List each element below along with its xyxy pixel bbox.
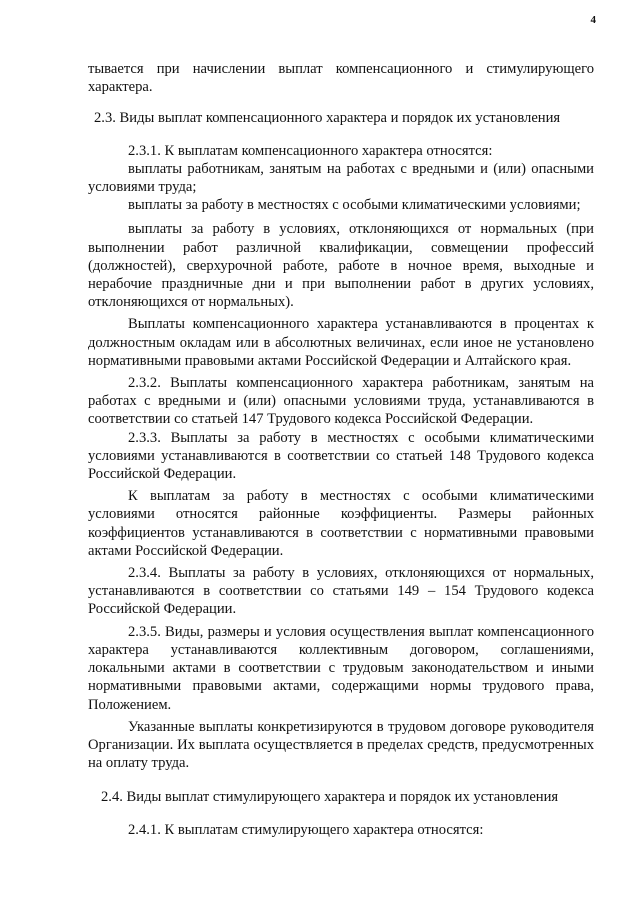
continuation-paragraph: тывается при начислении выплат компенсационного и стимулирующего характера. bbox=[88, 61, 594, 96]
paragraph-2-4-1: 2.4.1. К выплатам стимулирующего характера относятся: bbox=[128, 821, 484, 838]
paragraph-employment-contract: Указанные выплаты конкретизируются в трудовом договоре руководителя Организации. Их выплата осуществляется в пределах средств, предусмотренных на оплату труда. bbox=[88, 718, 594, 772]
paragraph-2-3-2: 2.3.2. Выплаты компенсационного характера работникам, занятым на работах с вредными и (или) опасными условиями труда, устанавливаются в соответствии со статьей 147 Трудового кодекса Российской Федерации. bbox=[88, 375, 594, 428]
list-item-hazardous: выплаты работникам, занятым на работах с вредными и (или) опасными условиями труда; bbox=[88, 160, 594, 196]
list-item-climatic: выплаты за работу в местностях с особыми климатическими условиями; bbox=[128, 197, 581, 214]
paragraph-2-3-3: 2.3.3. Выплаты за работу в местностях с особыми климатическими условиями устанавливаются в соответствии со статьей 148 Трудового кодекса Российской Федерации. bbox=[88, 429, 594, 483]
document-body bbox=[88, 60, 594, 839]
paragraph-2-3-5: 2.3.5. Виды, размеры и условия осуществления выплат компенсационного характера устанавливаются коллективным договором, соглашениями, локальными актами в соответствии с трудовым законодательством и иными нормативными правовыми актами, содержащими нормы трудового права, Положением. bbox=[88, 623, 594, 713]
paragraph-2-3-4: 2.3.4. Выплаты за работу в условиях, отклоняющихся от нормальных, устанавливаются в соответствии со статьями 149 – 154 Трудового кодекса Российской Федерации. bbox=[88, 565, 594, 618]
paragraph-2-3-1: 2.3.1. К выплатам компенсационного характера относятся: bbox=[128, 142, 493, 159]
list-item-abnormal-conditions: выплаты за работу в условиях, отклоняющихся от нормальных (при выполнении работ различной квалификации, совмещении профессий (должностей), сверхурочной работе, работе в ночное время, выходные и нерабочие праздничные дни и при выполнении работ в других условиях, отклоняющихся от нормальных). bbox=[88, 221, 594, 311]
section-2-4-heading: 2.4. Виды выплат стимулирующего характера и порядок их установления bbox=[101, 789, 559, 806]
section-2-3-heading: 2.3. Виды выплат компенсационного характера и порядок их установления bbox=[94, 110, 561, 127]
paragraph-percent: Выплаты компенсационного характера устанавливаются в процентах к должностным окладам или в абсолютных величинах, если иное не установлено нормативными правовыми актами Российской Федерации и Алтайского края. bbox=[88, 316, 594, 369]
page-number: 4 bbox=[590, 14, 596, 26]
paragraph-regional-coefficients: К выплатам за работу в местностях с особыми климатическими условиями относятся районные коэффициенты. Размеры районных коэффициентов устанавливаются в соответствии с нормативными правовыми актами Российской Федерации. bbox=[88, 488, 594, 559]
